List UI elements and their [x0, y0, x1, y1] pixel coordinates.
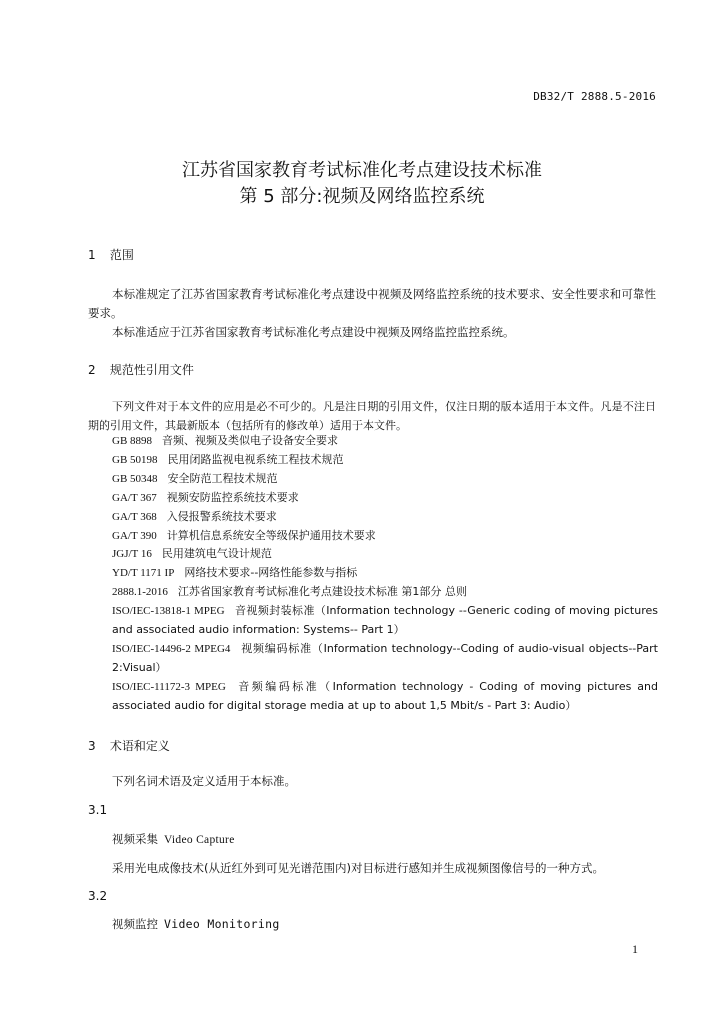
term-heading [112, 915, 280, 933]
reference-item: GB 8898 音频、视频及类似电子设备安全要求 [112, 434, 339, 447]
reference-item: ISO/IEC-13818-1 MPEG 音视频封装标准（Information technology --Generic coding of moving pictures and associated audio information: Systems-- Part 1） [112, 604, 658, 637]
reference-item: JGJ/T 16 民用建筑电气设计规范 [112, 547, 272, 561]
section-title: 规范性引用文件 [109, 363, 194, 377]
reference-item: GA/T 390 计算机信息系统安全等级保护通用技术要求 [112, 528, 376, 542]
title-block [0, 158, 724, 210]
reference-list [88, 432, 658, 716]
section-title: 术语和定义 [109, 739, 170, 753]
term-name-en: Video Monitoring [164, 917, 280, 931]
reference-item: YD/T 1171 IP 网络技术要求--网络性能参数与指标 [112, 566, 358, 580]
term-name-en: Video Capture [164, 834, 235, 846]
reference-item: 2888.1-2016 江苏省国家教育考试标准化考点建设技术标准 第1部分 总则 [112, 585, 467, 599]
section-title: 范围 [109, 248, 134, 262]
section-number: 2 [88, 363, 96, 377]
reference-item: GA/T 367 视频安防监控系统技术要求 [112, 490, 299, 504]
normative-intro: 下列文件对于本文件的应用是必不可少的。凡是注日期的引用文件，仅注日期的版本适用于本文件。凡是不注日期的引用文件，其最新版本（包括所有的修改单）适用于本文件。 [88, 400, 656, 432]
term-number: 3.2 [88, 889, 108, 903]
term-number: 3.1 [88, 803, 108, 817]
section-heading-terms [88, 737, 170, 755]
document-subtitle: 第 5 部分:视频及网络监控系统 [239, 186, 485, 207]
section-heading-scope [88, 246, 134, 264]
term-definition: 采用光电成像技术(从近红外到可见光谱范围内)对目标进行感知并生成视频图像信号的一种方式。 [112, 861, 604, 875]
page-number: 1 [632, 942, 638, 956]
reference-item: GB 50198 民用闭路监视电视系统工程技术规范 [112, 452, 344, 466]
section-number: 3 [88, 739, 96, 753]
scope-paragraph-2: 本标准适应于江苏省国家教育考试标准化考点建设中视频及网络监控监控系统。 [112, 325, 515, 339]
scope-paragraph-1: 本标准规定了江苏省国家教育考试标准化考点建设中视频及网络监控系统的技术要求、安全性要求和可靠性要求。 [88, 287, 656, 320]
document-code: DB32/T 2888.5-2016 [533, 90, 656, 103]
term-heading [112, 830, 235, 849]
reference-item: GB 50348 安全防范工程技术规范 [112, 471, 278, 485]
term-name-zh: 视频采集 [112, 832, 158, 846]
reference-item: ISO/IEC-11172-3 MPEG 音频编码标准（Information technology - Coding of moving pictures and associated audio for digital storage media at up to about 1,5 Mbit/s - Part 3: Audio） [112, 679, 658, 712]
terms-intro: 下列名词术语及定义适用于本标准。 [112, 774, 296, 788]
reference-item: GA/T 368 入侵报警系统技术要求 [112, 509, 277, 523]
document-title: 江苏省国家教育考试标准化考点建设技术标准 [182, 160, 542, 181]
section-number: 1 [88, 248, 96, 262]
reference-item: ISO/IEC-14496-2 MPEG4 视频编码标准（Information technology--Coding of audio-visual objects--Part 2:Visual） [112, 641, 658, 674]
term-name-zh: 视频监控 [112, 917, 158, 931]
section-heading-normative [88, 361, 194, 379]
